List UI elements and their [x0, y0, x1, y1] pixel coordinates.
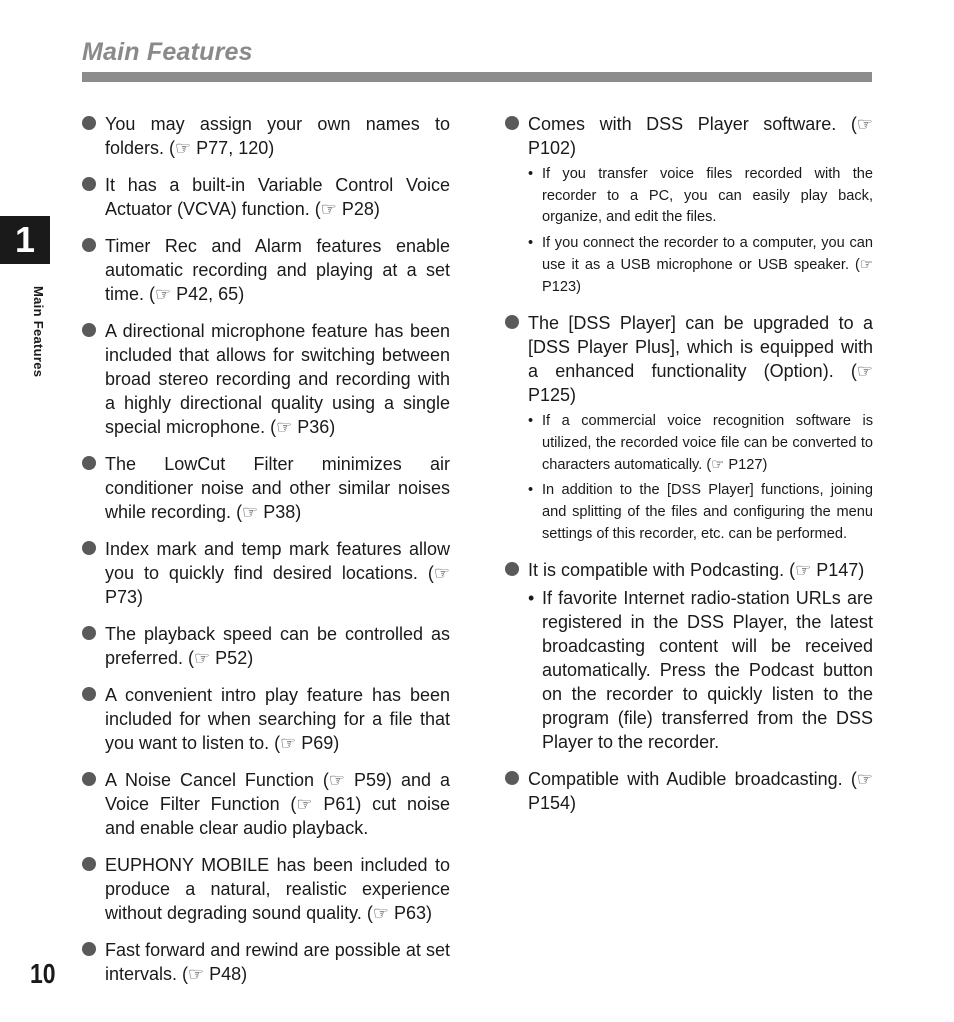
feature-item	[82, 112, 450, 160]
dot-icon: •	[528, 166, 534, 182]
feature-item	[505, 767, 873, 815]
bullet-icon	[82, 238, 96, 252]
feature-text: It has a built-in Variable Control Voice Actuator (VCVA) function. (☞ P28)	[105, 175, 450, 219]
bullet-icon	[505, 315, 519, 329]
feature-item	[82, 622, 450, 670]
bullet-icon	[82, 626, 96, 640]
sub-item	[528, 411, 873, 476]
bullet-icon	[505, 771, 519, 785]
feature-item	[505, 112, 873, 298]
bullet-icon	[82, 687, 96, 701]
sub-item	[528, 586, 873, 754]
sub-text: If a commercial voice recognition software is utilized, the recorded voice file can be converted to characters automatically. (☞ P127)	[542, 413, 873, 473]
feature-item	[82, 173, 450, 221]
page-number: 10	[30, 958, 56, 989]
page-title: Main Features	[82, 38, 253, 66]
side-section-label: Main Features	[31, 286, 46, 378]
sub-list	[528, 586, 873, 754]
feature-text: Comes with DSS Player software. (☞ P102)	[528, 114, 873, 158]
feature-text: Index mark and temp mark features allow you to quickly find desired locations. (☞ P73)	[105, 539, 450, 607]
sub-list	[528, 164, 873, 298]
feature-item	[82, 537, 450, 609]
left-column	[82, 112, 450, 999]
feature-item	[82, 452, 450, 524]
sub-item	[528, 480, 873, 545]
sub-item	[528, 164, 873, 229]
feature-text: The [DSS Player] can be upgraded to a [DSS Player Plus], which is equipped with a enhanced functionality (Option). (☞ P125)	[528, 313, 873, 406]
title-rule	[82, 72, 872, 82]
feature-text: Fast forward and rewind are possible at set intervals. (☞ P48)	[105, 940, 450, 984]
feature-text: A convenient intro play feature has been included for when searching for a file that you want to listen to. (☞ P69)	[105, 685, 450, 753]
bullet-icon	[82, 323, 96, 337]
feature-text: A Noise Cancel Function (☞ P59) and a Voice Filter Function (☞ P61) cut noise and enable clear audio playback.	[105, 770, 450, 838]
dot-icon: •	[528, 588, 535, 609]
sub-text: If favorite Internet radio-station URLs are registered in the DSS Player, the latest broadcasting content will be received automatically. Press the Podcast button on the recorder to quickly listen to the program (file) transferred from the DSS Player to the recorder.	[542, 588, 873, 753]
bullet-icon	[505, 562, 519, 576]
sub-text: If you transfer voice files recorded with the recorder to a PC, you can easily play back, organize, and edit the files.	[542, 166, 873, 226]
feature-text: A directional microphone feature has been included that allows for switching between broad stereo recording and recording with a highly directional quality using a single special microphone. (☞ P36)	[105, 321, 450, 437]
feature-item	[82, 768, 450, 840]
bullet-icon	[82, 857, 96, 871]
feature-text: You may assign your own names to folders. (☞ P77, 120)	[105, 114, 450, 158]
feature-item	[82, 319, 450, 439]
feature-text: The playback speed can be controlled as preferred. (☞ P52)	[105, 624, 450, 668]
bullet-icon	[505, 116, 519, 130]
feature-item	[82, 683, 450, 755]
right-column	[505, 112, 873, 828]
bullet-icon	[82, 116, 96, 130]
feature-text: Timer Rec and Alarm features enable automatic recording and playing at a set time. (☞ P42, 65)	[105, 236, 450, 304]
feature-item	[82, 938, 450, 986]
feature-text: EUPHONY MOBILE has been included to produce a natural, realistic experience without degrading sound quality. (☞ P63)	[105, 855, 450, 923]
bullet-icon	[82, 177, 96, 191]
feature-text: It is compatible with Podcasting. (☞ P147)	[528, 560, 865, 581]
bullet-icon	[82, 772, 96, 786]
bullet-icon	[82, 456, 96, 470]
sub-list	[528, 411, 873, 545]
bullet-icon	[82, 541, 96, 555]
sub-text: In addition to the [DSS Player] functions, joining and splitting of the files and configuring the menu settings of this recorder, etc. can be performed.	[542, 482, 873, 542]
feature-item	[505, 311, 873, 545]
sub-text: If you connect the recorder to a computer, you can use it as a USB microphone or USB speaker. (☞ P123)	[542, 235, 873, 295]
dot-icon: •	[528, 413, 534, 430]
sub-item	[528, 233, 873, 298]
feature-text: Compatible with Audible broadcasting. (☞ P154)	[528, 769, 873, 814]
chapter-tab: 1	[0, 216, 50, 264]
bullet-icon	[82, 942, 96, 956]
dot-icon: •	[528, 482, 534, 499]
feature-item	[82, 234, 450, 306]
feature-item	[82, 853, 450, 925]
dot-icon: •	[528, 235, 534, 252]
feature-item	[505, 558, 873, 754]
feature-text: The LowCut Filter minimizes air conditioner noise and other similar noises while recording. (☞ P38)	[105, 454, 450, 522]
